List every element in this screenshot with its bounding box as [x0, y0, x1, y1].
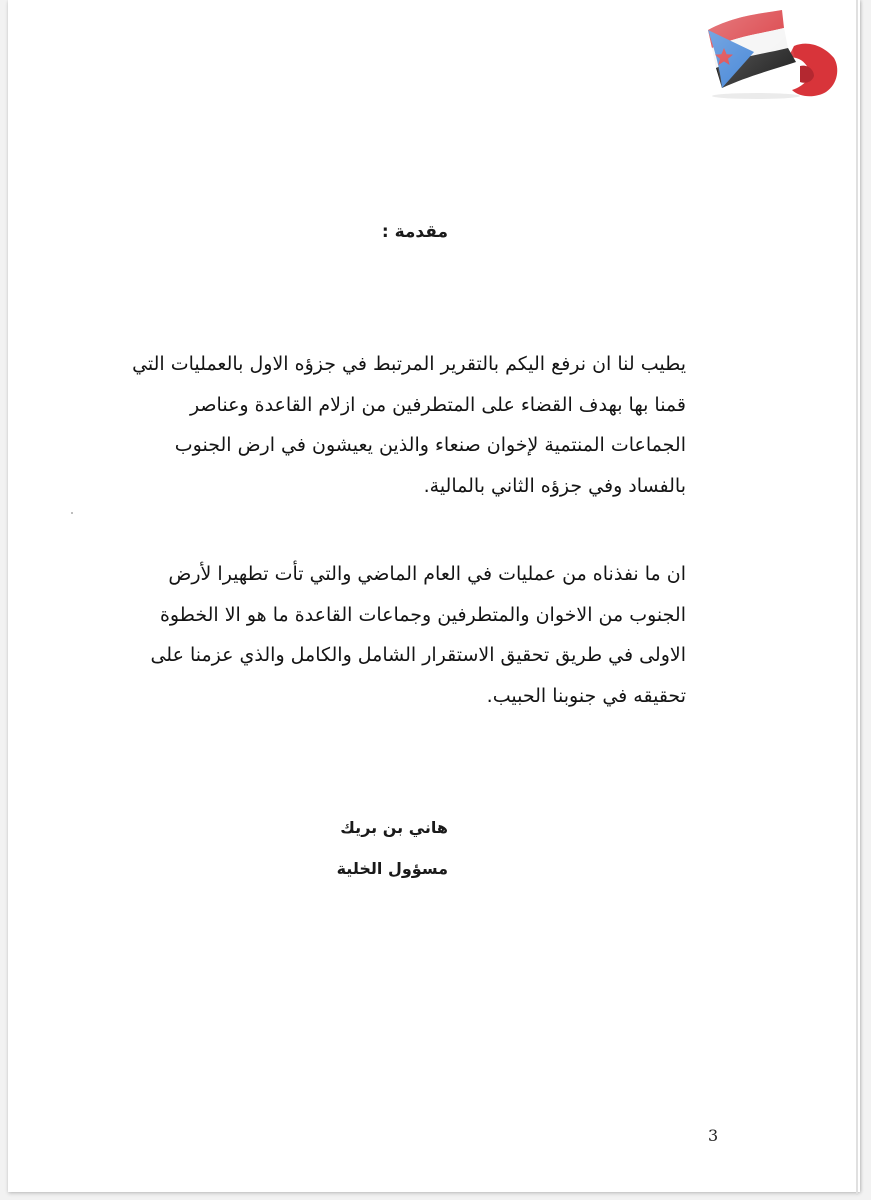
paragraph-line: الجماعات المنتمية لإخوان صنعاء والذين يعيشون في ارض الجنوب [174, 434, 686, 456]
paragraph-introduction [126, 344, 686, 506]
paragraph-line: بالفساد وفي جزؤه الثاني بالمالية. [423, 474, 686, 497]
paragraph-line: تحقيقه في جنوبنا الحبيب. [486, 684, 686, 707]
page-heading: مقدمة : [381, 222, 448, 242]
document-page [8, 0, 860, 1192]
paragraph-line: الجنوب من الاخوان والمتطرفين وجماعات القاعدة ما هو الا الخطوة [159, 603, 686, 626]
page-edge-shadow [856, 0, 858, 1195]
page-number: 3 [708, 1126, 719, 1145]
signature-title: مسؤول الخلية [336, 859, 448, 878]
paragraph-operations [126, 554, 686, 716]
signature-name: هاني بن بريك [340, 818, 448, 837]
paragraph-line: قمنا بها بهدف القضاء على المتطرفين من ازلام القاعدة وعناصر [189, 393, 686, 416]
paragraph-line: ان ما نفذناه من عمليات في العام الماضي والتي تأت تطهيرا لأرض [168, 563, 686, 585]
paragraph-line: الاولى في طريق تحقيق الاستقرار الشامل والكامل والذي عزمنا على [150, 644, 686, 666]
south-arabia-flag-icon [696, 6, 844, 102]
scan-speck [71, 512, 73, 514]
paragraph-line: يطيب لنا ان نرفع اليكم بالتقرير المرتبط في جزؤه الاول بالعمليات التي [132, 353, 686, 375]
